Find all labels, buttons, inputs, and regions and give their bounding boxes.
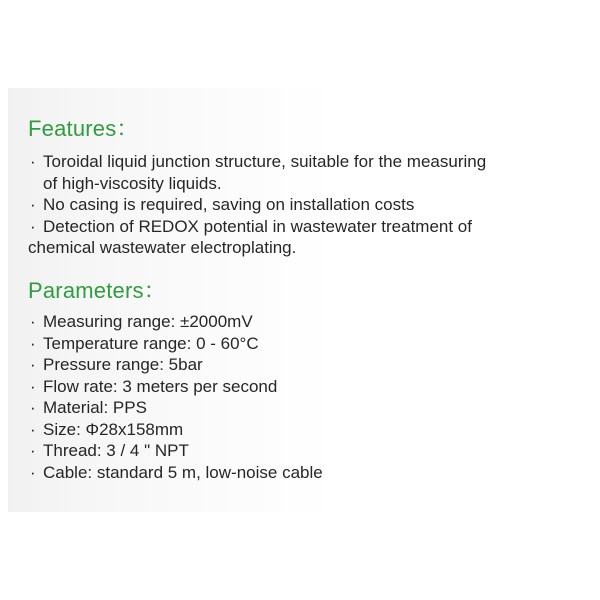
feature-text-line: chemical wastewater electroplating. — [28, 238, 297, 257]
list-item — [28, 440, 588, 462]
parameters-list — [28, 311, 588, 483]
bullet: · — [30, 462, 36, 482]
parameter-text: Temperature range: 0 - 60°C — [43, 333, 259, 353]
features-heading: Features： — [28, 116, 139, 141]
bullet: · — [30, 216, 36, 236]
bullet: · — [30, 312, 36, 331]
list-item — [28, 376, 588, 398]
parameter-text: Flow rate: 3 meters per second — [43, 376, 278, 396]
list-item — [28, 194, 594, 216]
list-item — [28, 397, 588, 419]
bullet: · — [30, 152, 36, 171]
parameter-text: Material: PPS — [43, 398, 147, 417]
parameter-text: Pressure range: 5bar — [43, 355, 203, 374]
features-list — [28, 151, 594, 259]
feature-text-line: No casing is required, saving on installation costs — [43, 195, 415, 214]
parameter-text: Measuring range: ±2000mV — [43, 312, 253, 331]
feature-text-line: Detection of REDOX potential in wastewater treatment of — [43, 216, 472, 236]
list-item — [28, 354, 588, 376]
list-item — [28, 462, 588, 484]
list-item — [28, 151, 594, 194]
bullet: · — [30, 398, 36, 417]
list-item — [28, 311, 588, 333]
bullet: · — [30, 195, 36, 214]
parameter-text: Cable: standard 5 m, low-noise cable — [43, 462, 323, 482]
parameters-heading: Parameters： — [28, 278, 166, 303]
list-item — [28, 333, 588, 355]
bullet: · — [30, 333, 36, 353]
feature-text-line: of high-viscosity liquids. — [43, 173, 222, 193]
bullet: · — [30, 419, 36, 439]
bullet: · — [30, 441, 36, 460]
bullet: · — [30, 355, 36, 374]
list-item — [28, 419, 588, 441]
parameter-text: Size: Φ28x158mm — [43, 419, 184, 439]
feature-text-line: Toroidal liquid junction structure, suitable for the measuring — [43, 152, 487, 171]
list-item — [28, 216, 594, 259]
parameter-text: Thread: 3 / 4 " NPT — [43, 441, 189, 460]
bullet: · — [30, 376, 36, 396]
